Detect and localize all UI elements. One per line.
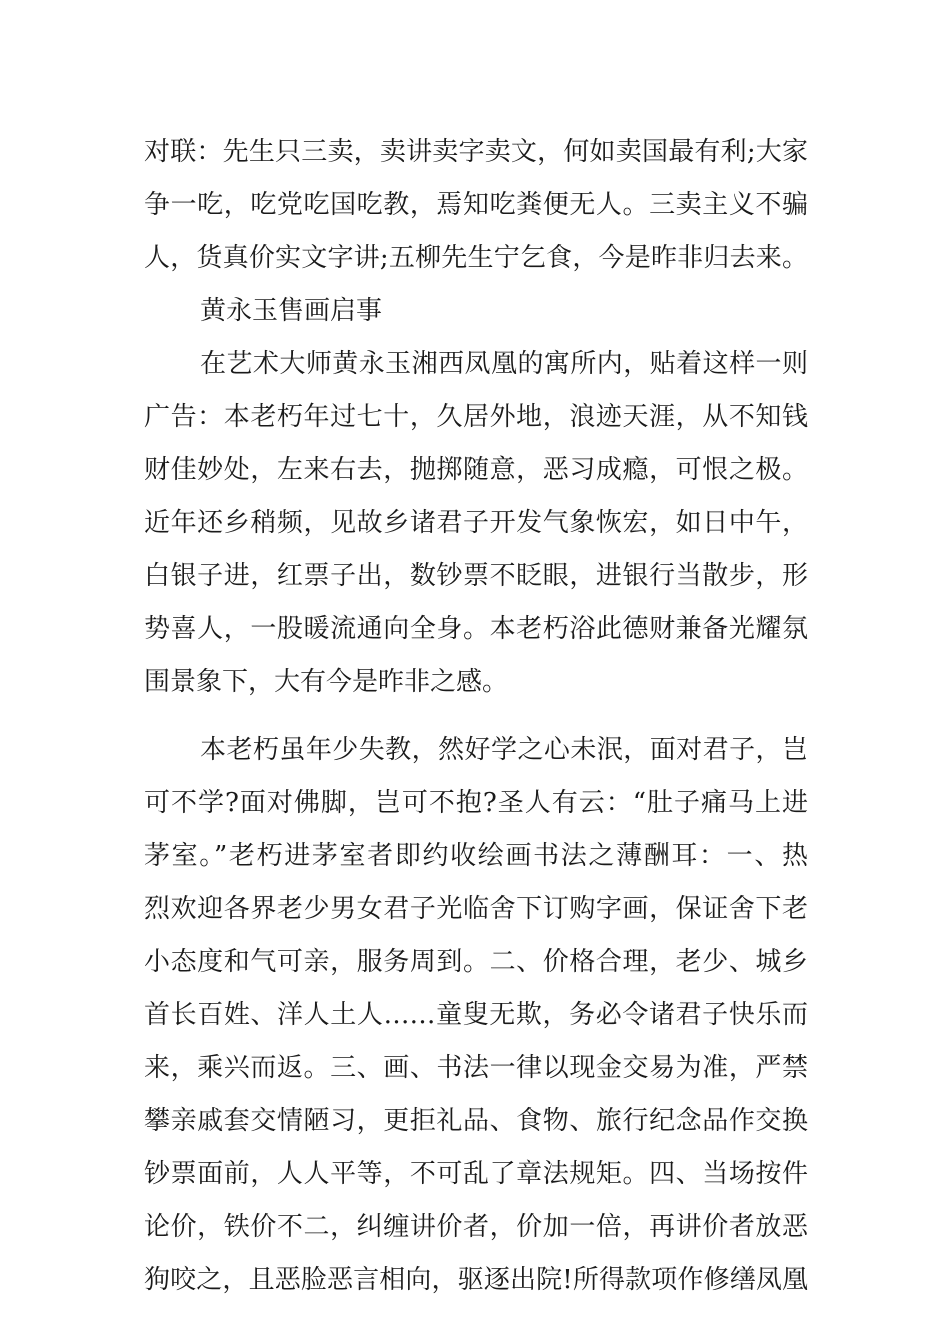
text-line: 论价，铁价不二，纠缠讲价者，价加一倍，再讲价者放恶	[144, 1212, 808, 1242]
text-line: 争一吃，吃党吃国吃教，焉知吃粪便无人。三卖主义不骗	[144, 190, 808, 220]
text-line: 势喜人，一股暖流通向全身。本老朽浴此德财兼备光耀氛	[144, 614, 808, 644]
text-line: 近年还乡稍频，见故乡诸君子开发气象恢宏，如日中午，	[144, 508, 808, 538]
text-line: 本老朽虽年少失教，然好学之心未泯，面对君子，岂	[200, 735, 808, 765]
text-line: 茅室。”老朽进茅室者即约收绘画书法之薄酬耳：一、热	[144, 841, 808, 871]
text-line: 狗咬之，且恶脸恶言相向，驱逐出院!所得款项作修缮凤凰	[144, 1265, 808, 1295]
text-line: 人，货真价实文字讲;五柳先生宁乞食，今是昨非归去来。	[144, 243, 808, 273]
text-line: 白银子进，红票子出，数钞票不眨眼，进银行当散步，形	[144, 561, 808, 591]
paragraph-gap	[144, 709, 808, 724]
text-line: 钞票面前，人人平等，不可乱了章法规矩。四、当场按件	[144, 1159, 808, 1189]
text-line: 可不学?面对佛脚，岂可不抱?圣人有云：“肚子痛马上进	[144, 788, 808, 818]
text-line: 烈欢迎各界老少男女君子光临舍下订购字画，保证舍下老	[144, 894, 808, 924]
section-heading: 黄永玉售画启事	[200, 296, 383, 326]
text-line: 小态度和气可亲，服务周到。二、价格合理，老少、城乡	[144, 947, 808, 977]
text-line: 来，乘兴而返。三、画、书法一律以现金交易为准，严禁	[144, 1053, 808, 1083]
text-line: 广告：本老朽年过七十，久居外地，浪迹天涯，从不知钱	[144, 402, 808, 432]
text-line: 在艺术大师黄永玉湘西凤凰的寓所内，贴着这样一则	[200, 349, 808, 379]
text-line: 攀亲戚套交情陋习，更拒礼品、食物、旅行纪念品作交换	[144, 1106, 808, 1136]
text-line: 围景象下，大有今是昨非之感。	[144, 667, 509, 697]
text-line: 对联：先生只三卖，卖讲卖字卖文，何如卖国最有利;大家	[144, 137, 808, 167]
text-line: 首长百姓、洋人土人……童叟无欺，务必令诸君子快乐而	[144, 1000, 808, 1030]
body-text	[144, 126, 808, 1307]
text-line: 财佳妙处，左来右去，抛掷随意，恶习成瘾，可恨之极。	[144, 455, 808, 485]
